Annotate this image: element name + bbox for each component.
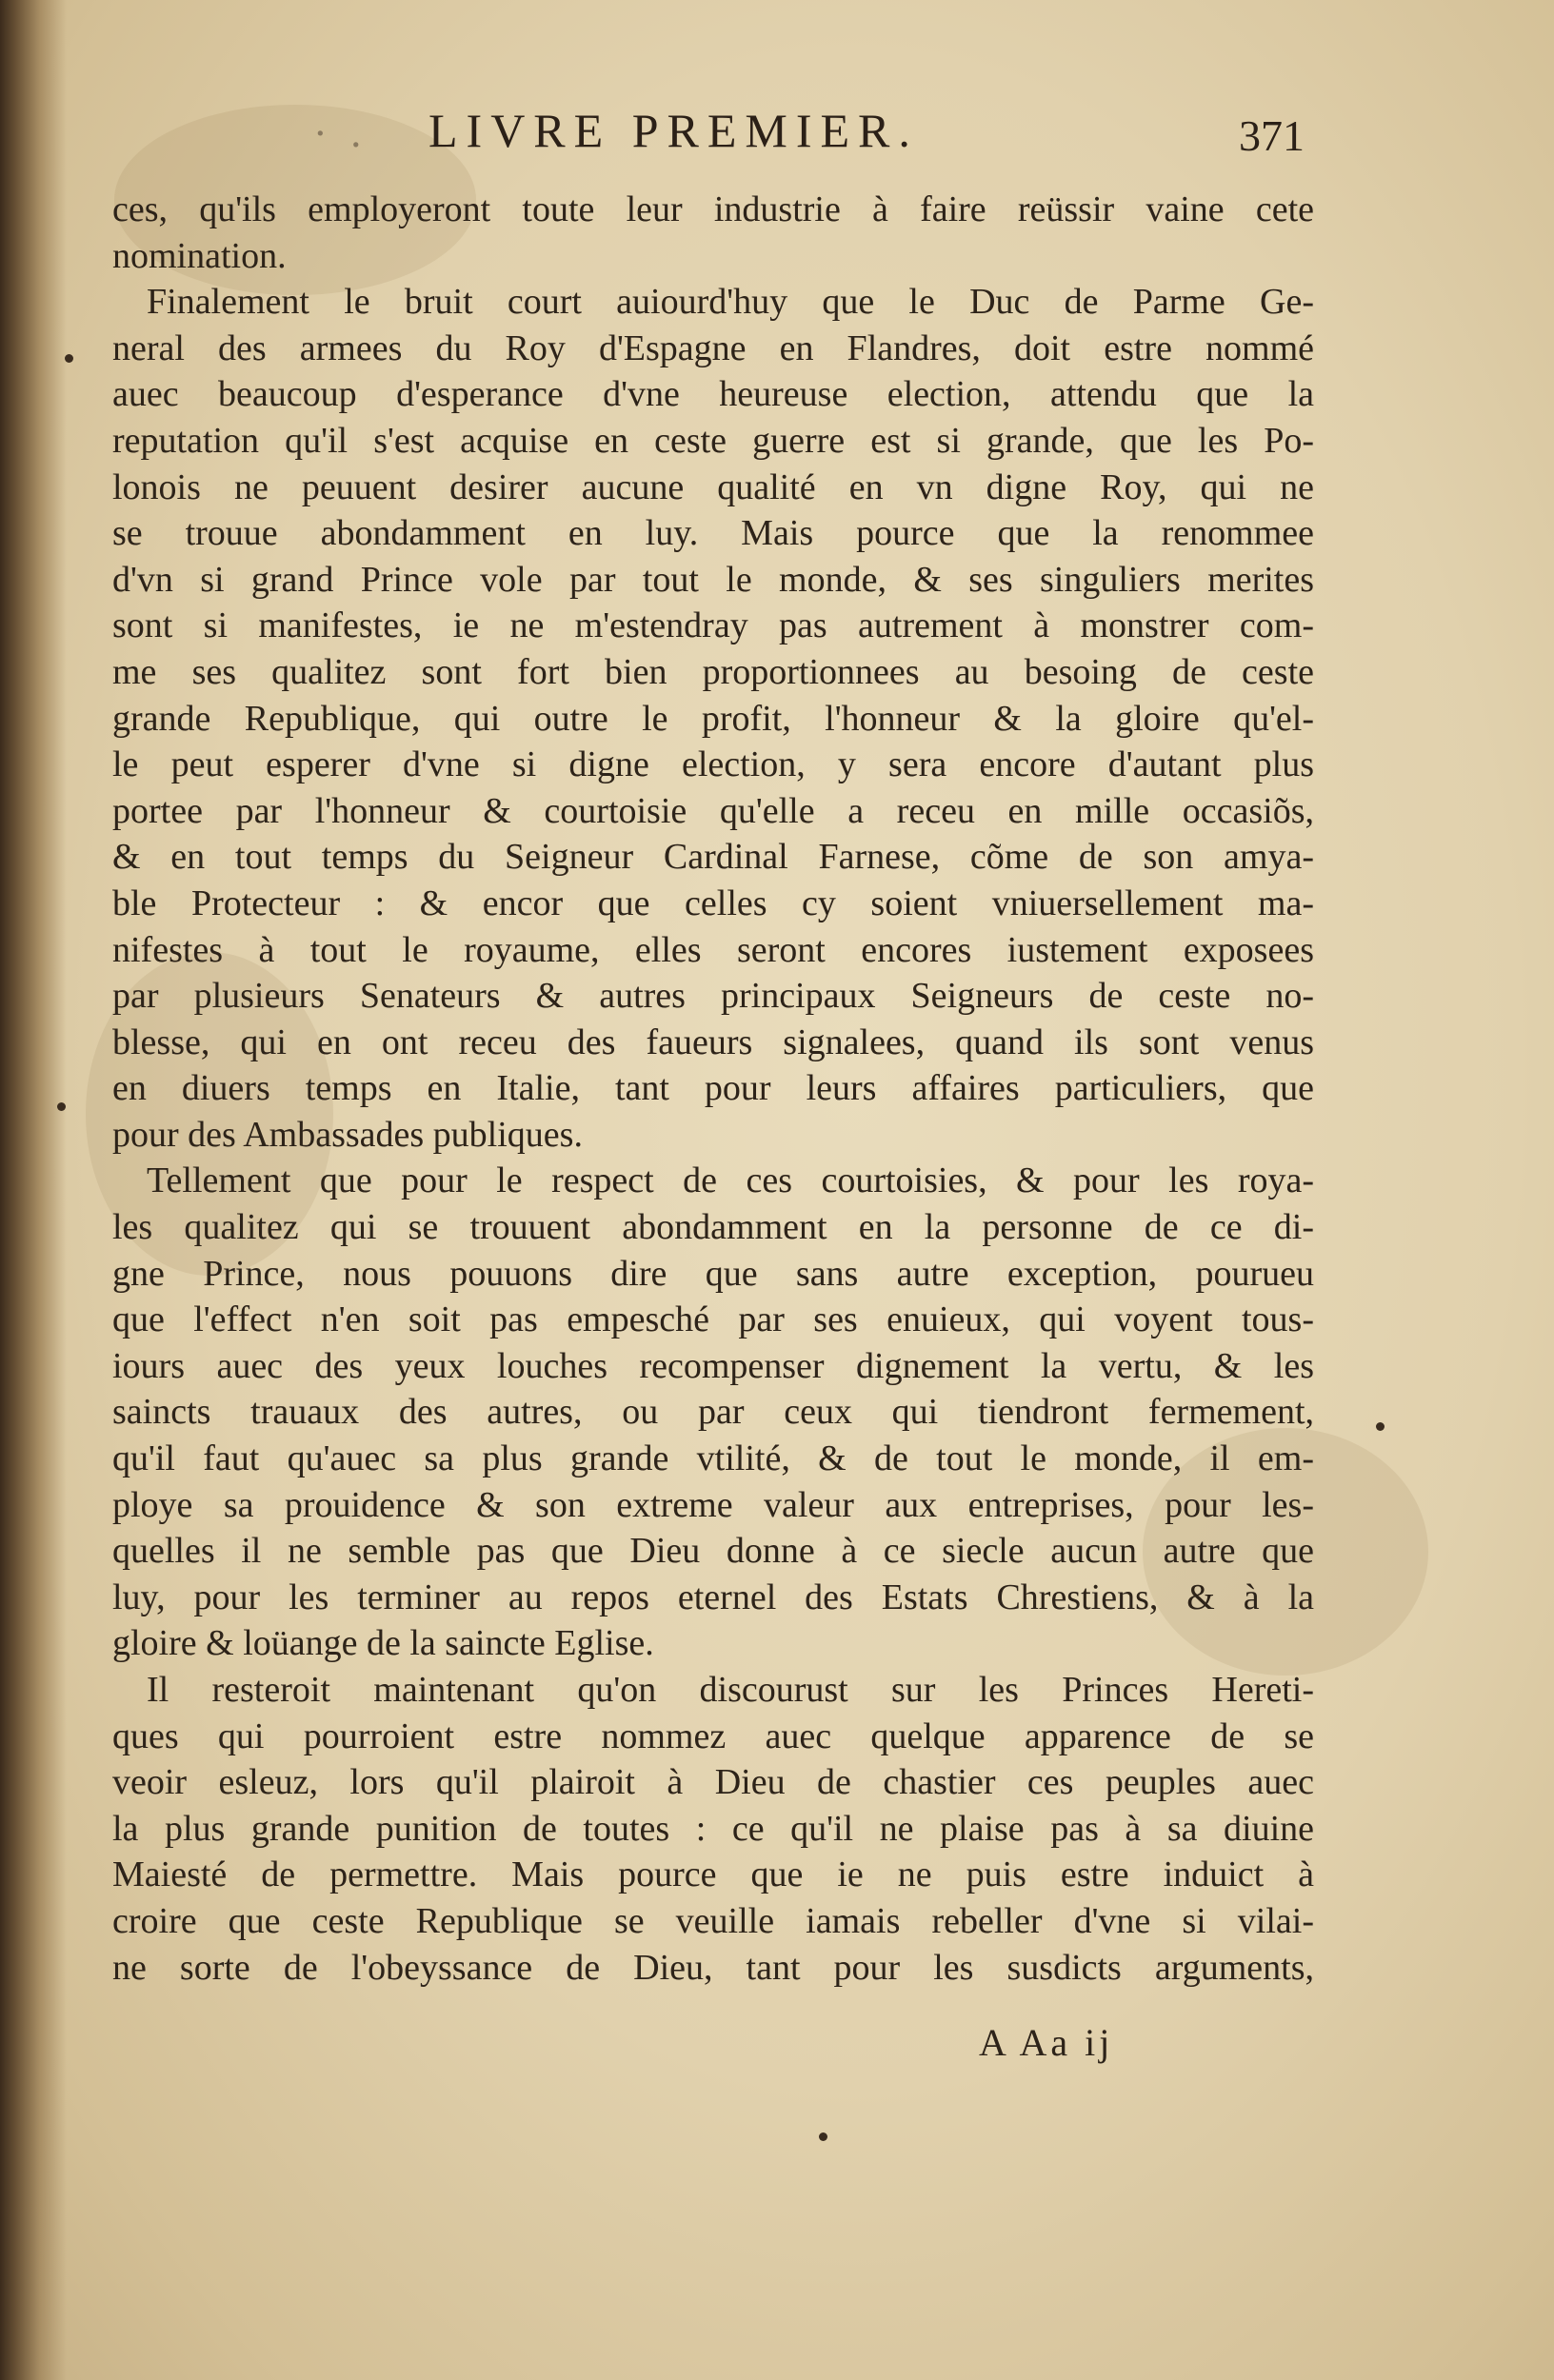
text-line: lonois ne peuuent desirer aucune qualité en vn digne Roy, qui ne <box>112 466 1314 507</box>
text-line: le peut esperer d'vne si digne election, y sera encore d'autant plus <box>112 744 1314 785</box>
page-number: 371 <box>1239 111 1305 160</box>
text-line: iours auec des yeux louches recompenser dignement la vertu, & les <box>112 1345 1314 1386</box>
text-line: neral des armees du Roy d'Espagne en Flandres, doit estre nommé <box>112 327 1314 368</box>
text-line: qu'il faut qu'auec sa plus grande vtilité, & de tout le monde, il em- <box>112 1438 1314 1479</box>
text-line: Maiesté de permettre. Mais pource que ie ne puis estre induict à <box>112 1854 1314 1895</box>
page-header <box>114 103 1305 169</box>
text-line: ques qui pourroient estre nommez auec quelque apparence de se <box>112 1716 1314 1756</box>
text-line: nifestes à tout le royaume, elles seront encores iustement exposees <box>112 929 1314 970</box>
text-line: gne Prince, nous pouuons dire que sans autre exception, pourueu <box>112 1253 1314 1294</box>
text-line: en diuers temps en Italie, tant pour leurs affaires particuliers, que <box>112 1068 1314 1109</box>
body-text <box>112 187 1314 1991</box>
text-line: la plus grande punition de toutes : ce qu'il ne plaise pas à sa diuine <box>112 1808 1314 1849</box>
text-line: grande Republique, qui outre le profit, l'honneur & la gloire qu'el- <box>112 698 1314 739</box>
text-line: blesse, qui en ont receu des faueurs signalees, quand ils sont venus <box>112 1021 1314 1062</box>
header-decoration: · . <box>314 112 369 156</box>
text-line: pour des Ambassades publiques. <box>112 1114 583 1155</box>
binding-gutter <box>0 0 67 2380</box>
text-line: luy, pour les terminer au repos eternel des Estats Chrestiens, & à la <box>112 1577 1314 1617</box>
text-line: auec beaucoup d'esperance d'vne heureuse election, attendu que la <box>112 374 1314 415</box>
text-line: & en tout temps du Seigneur Cardinal Farnese, cõme de son amya- <box>112 837 1314 878</box>
text-line: que l'effect n'en soit pas empesché par ses enuieux, qui voyent tous- <box>112 1299 1314 1340</box>
text-line: quelles il ne semble pas que Dieu donne à ce siecle aucun autre que <box>112 1531 1314 1572</box>
text-line: sont si manifestes, ie ne m'estendray pas autrement à monstrer com- <box>112 605 1314 646</box>
text-line: ces, qu'ils employeront toute leur industrie à faire reüssir vaine cete <box>112 189 1314 229</box>
paragraph-start-line: Tellement que pour le respect de ces courtoisies, & pour les roya- <box>147 1160 1314 1201</box>
running-title: LIVRE PREMIER. <box>428 104 919 157</box>
text-line: gloire & loüange de la saincte Eglise. <box>112 1623 654 1664</box>
signature-mark: A Aa ij <box>979 2021 1114 2064</box>
text-line: saincts trauaux des autres, ou par ceux qui tiendront fermement, <box>112 1392 1314 1433</box>
margin-ink-dot <box>65 354 73 363</box>
margin-ink-dot <box>1376 1422 1385 1431</box>
text-line: les qualitez qui se trouuent abondamment en la personne de ce di- <box>112 1207 1314 1248</box>
margin-ink-dot <box>57 1102 66 1111</box>
text-line: me ses qualitez sont fort bien proportionnees au besoing de ceste <box>112 651 1314 692</box>
text-line: ploye sa prouidence & son extreme valeur aux entreprises, pour les- <box>112 1484 1314 1525</box>
text-line: veoir esleuz, lors qu'il plairoit à Dieu de chastier ces peuples auec <box>112 1762 1314 1803</box>
paragraph-start-line: Finalement le bruit court auiourd'huy que le Duc de Parme Ge- <box>147 282 1314 323</box>
paragraph-start-line: Il resteroit maintenant qu'on discourust sur les Princes Hereti- <box>147 1670 1314 1710</box>
text-line: se trouue abondamment en luy. Mais pource que la renommee <box>112 513 1314 554</box>
text-line: d'vn si grand Prince vole par tout le monde, & ses singuliers merites <box>112 559 1314 600</box>
text-line: reputation qu'il s'est acquise en ceste guerre est si grande, que les Po- <box>112 420 1314 461</box>
text-line: ble Protecteur : & encor que celles cy soient vniuersellement ma- <box>112 883 1314 923</box>
bottom-ink-dot <box>819 2132 827 2141</box>
text-line: croire que ceste Republique se veuille iamais rebeller d'vne si vilai- <box>112 1900 1314 1941</box>
text-line: portee par l'honneur & courtoisie qu'elle a receu en mille occasiõs, <box>112 790 1314 831</box>
text-line: par plusieurs Senateurs & autres principaux Seigneurs de ceste no- <box>112 976 1314 1017</box>
text-line: nomination. <box>112 235 287 276</box>
text-line: ne sorte de l'obeyssance de Dieu, tant pour les susdicts arguments, <box>112 1947 1314 1988</box>
